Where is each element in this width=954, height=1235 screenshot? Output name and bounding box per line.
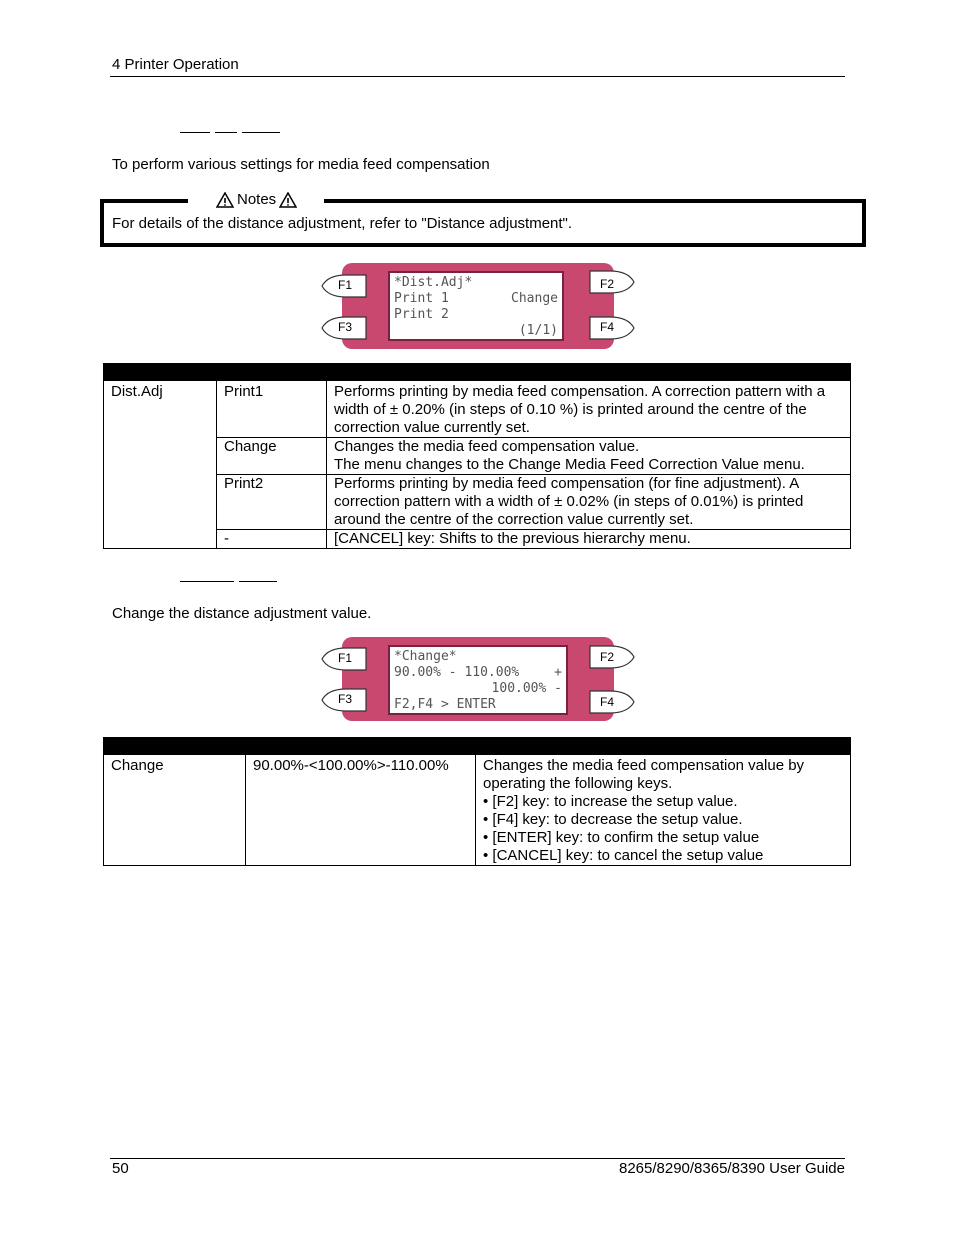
lcd-line-4: (1/1) <box>518 323 558 338</box>
desc-cell: [CANCEL] key: Shifts to the previous hierarchy menu. <box>327 530 851 549</box>
lcd-line-3: 100.00% - <box>491 681 562 696</box>
warning-icon <box>216 192 234 208</box>
table-row <box>104 438 851 475</box>
f2-key-label: F2 <box>600 650 615 664</box>
f2-key-label: F2 <box>600 277 615 291</box>
menu-cell: Dist.Adj <box>104 381 217 549</box>
f3-key-label: F3 <box>338 692 353 706</box>
desc-line: The menu changes to the Change Media Feed Correction Value menu. <box>334 456 805 473</box>
lcd-line-1: *Change* <box>394 649 457 664</box>
desc-cell <box>476 755 851 866</box>
item-cell: Change <box>217 438 327 475</box>
desc-line: • [F2] key: to increase the setup value. <box>483 793 738 810</box>
desc-line: Changes the media feed compensation value by operating the following keys. <box>483 757 805 792</box>
page-header-section: 4 Printer Operation <box>112 56 239 73</box>
lcd-panel-dist-adj <box>320 263 636 349</box>
desc-line: • [CANCEL] key: to cancel the setup value <box>483 847 764 864</box>
item-cell: Print1 <box>217 381 327 438</box>
header-rule <box>110 76 845 77</box>
item-cell: Change <box>104 755 246 866</box>
lcd-line-3: Print 2 <box>394 307 449 322</box>
item-cell: Print2 <box>217 475 327 530</box>
table-header-row <box>104 738 851 755</box>
page-number: 50 <box>112 1160 129 1177</box>
desc-line: • [F4] key: to decrease the setup value. <box>483 811 743 828</box>
lcd-line-2-right: Change <box>511 291 558 306</box>
warning-icon <box>279 192 297 208</box>
table-row <box>104 530 851 549</box>
heading-underline <box>242 132 280 133</box>
f4-key-label: F4 <box>600 695 615 709</box>
heading-underline <box>180 581 234 582</box>
lcd-panel-change <box>320 637 636 721</box>
desc-cell: Performs printing by media feed compensation (for fine adjustment). A correction pattern with a width of ± 0.02% (in steps of 0.01%) is printed around the centre of the correction value currently set. <box>327 475 851 530</box>
f1-key-label: F1 <box>338 651 353 665</box>
notes-title <box>214 191 299 208</box>
range-cell: 90.00%-<100.00%>-110.00% <box>246 755 476 866</box>
heading-underline <box>239 581 277 582</box>
lcd-screen <box>388 645 568 715</box>
desc-cell <box>327 438 851 475</box>
item-cell: - <box>217 530 327 549</box>
table-row <box>104 475 851 530</box>
desc-line: • [ENTER] key: to confirm the setup value <box>483 829 760 846</box>
f3-key-label: F3 <box>338 320 353 334</box>
desc-line: Changes the media feed compensation value. <box>334 438 640 455</box>
section2-intro: Change the distance adjustment value. <box>112 605 372 622</box>
heading-underline <box>180 132 210 133</box>
lcd-line-2-left: Print 1 <box>394 291 449 306</box>
lcd-line-2-right: + <box>554 665 562 680</box>
dist-adj-table <box>103 363 851 549</box>
table-row <box>104 755 851 866</box>
f1-key-label: F1 <box>338 278 353 292</box>
lcd-line-1: *Dist.Adj* <box>394 275 473 290</box>
table-header-row <box>104 364 851 381</box>
heading-underline <box>215 132 237 133</box>
lcd-screen <box>388 271 564 341</box>
change-table <box>103 737 851 866</box>
f4-key-label: F4 <box>600 320 615 334</box>
section1-intro: To perform various settings for media feed compensation <box>112 156 490 173</box>
lcd-line-2-left: 90.00% - 110.00% <box>394 665 520 680</box>
lcd-line-4: F2,F4 > ENTER <box>394 697 496 712</box>
table-row <box>104 381 851 438</box>
desc-cell: Performs printing by media feed compensation. A correction pattern with a width of ± 0.20% (in steps of 0.10 %) is printed around the centre of the correction value currently set. <box>327 381 851 438</box>
notes-text: For details of the distance adjustment, refer to "Distance adjustment". <box>112 215 573 232</box>
guide-title: 8265/8290/8365/8390 User Guide <box>618 1160 845 1177</box>
notes-title-text: Notes <box>237 191 277 208</box>
footer-rule <box>110 1158 845 1159</box>
